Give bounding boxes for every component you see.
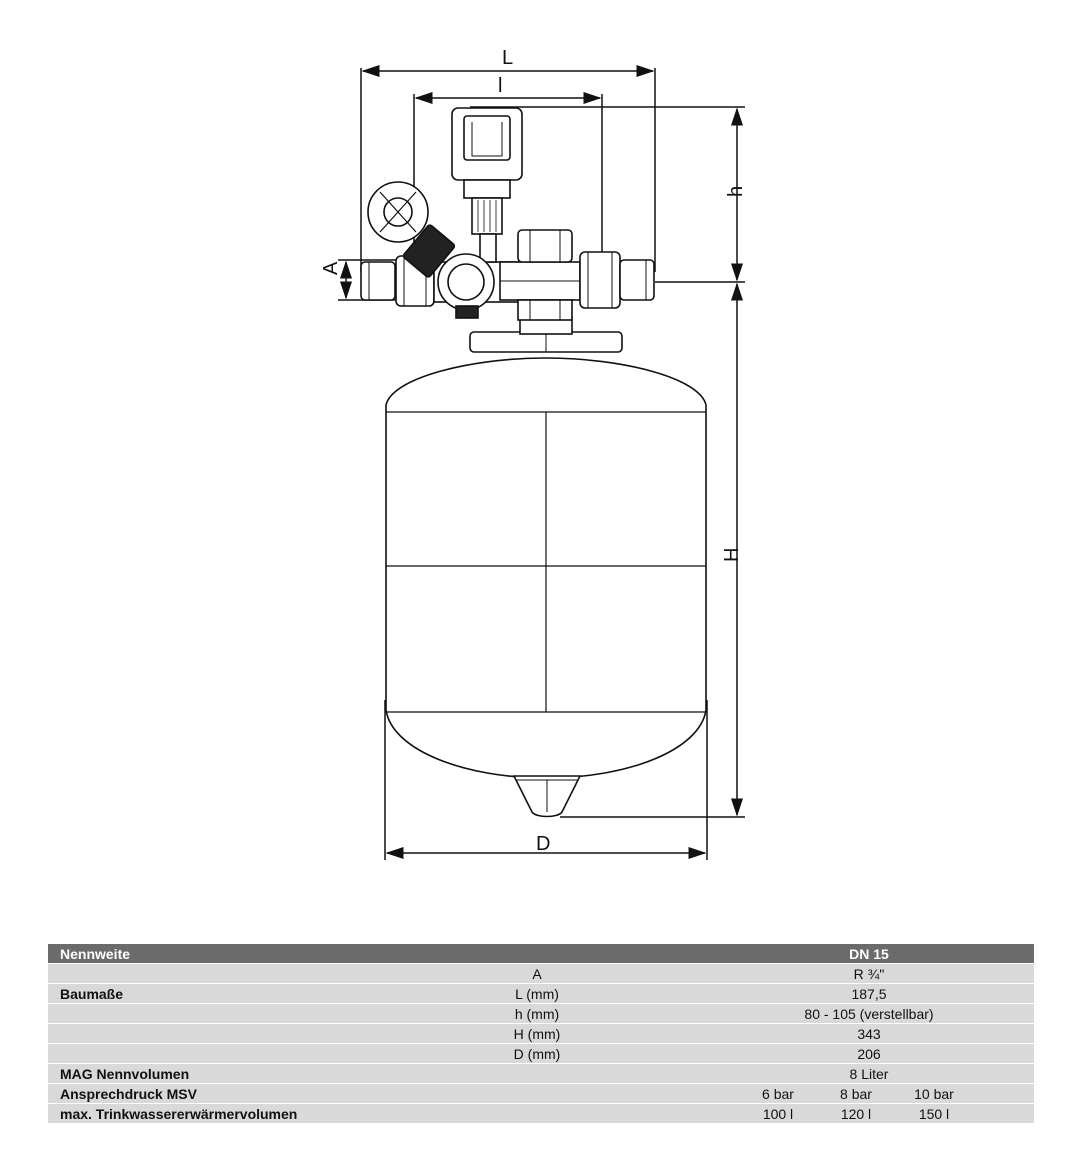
row-value: 187,5 xyxy=(851,986,887,1002)
spec-table xyxy=(48,944,1034,1124)
row-param: H (mm) xyxy=(513,1026,561,1042)
table-header-row xyxy=(48,944,1034,964)
drain-cone xyxy=(514,776,580,817)
table-row-pressure xyxy=(48,1084,1034,1104)
pressure-value-1: 6 bar xyxy=(762,1086,794,1102)
header-value: DN 15 xyxy=(849,946,889,962)
label-h: h xyxy=(725,185,747,197)
label-H: H xyxy=(721,547,743,562)
volume-value-1: 100 l xyxy=(762,1106,794,1122)
table-row xyxy=(48,984,1034,1004)
table-row xyxy=(48,1004,1034,1024)
row-param: L (mm) xyxy=(515,986,559,1002)
table-row-volume xyxy=(48,1104,1034,1124)
table-row xyxy=(48,964,1034,984)
label-A: A xyxy=(320,261,342,275)
row-label: MAG Nennvolumen xyxy=(60,1066,190,1082)
pressure-value-3: 10 bar xyxy=(914,1086,954,1102)
table-row xyxy=(48,1024,1034,1044)
row-param: h (mm) xyxy=(514,1006,560,1022)
volume-value-3: 150 l xyxy=(918,1106,950,1122)
row-label: Baumaße xyxy=(60,986,124,1002)
connection-fitting xyxy=(361,230,654,320)
table-row xyxy=(48,1064,1034,1084)
label-D: D xyxy=(536,833,551,855)
row-value: 343 xyxy=(857,1026,881,1042)
row-param: D (mm) xyxy=(513,1046,561,1062)
vessel-flange xyxy=(470,318,622,352)
label-L: L xyxy=(502,47,514,69)
row-value: 80 - 105 (verstellbar) xyxy=(804,1006,934,1022)
label-l: l xyxy=(498,75,503,97)
pressure-value-2: 8 bar xyxy=(840,1086,872,1102)
safety-valve xyxy=(452,108,522,262)
row-param xyxy=(370,1064,704,1084)
volume-label: max. Trinkwassererwärmervolumen xyxy=(60,1106,298,1122)
pressure-label: Ansprechdruck MSV xyxy=(60,1086,197,1102)
expansion-vessel xyxy=(386,358,706,778)
volume-value-2: 120 l xyxy=(840,1106,872,1122)
row-value: 8 Liter xyxy=(849,1066,889,1082)
row-param: A xyxy=(532,966,542,982)
row-value: R ¾" xyxy=(853,966,885,982)
table-row xyxy=(48,1044,1034,1064)
header-label: Nennweite xyxy=(60,946,131,962)
row-value: 206 xyxy=(857,1046,881,1062)
